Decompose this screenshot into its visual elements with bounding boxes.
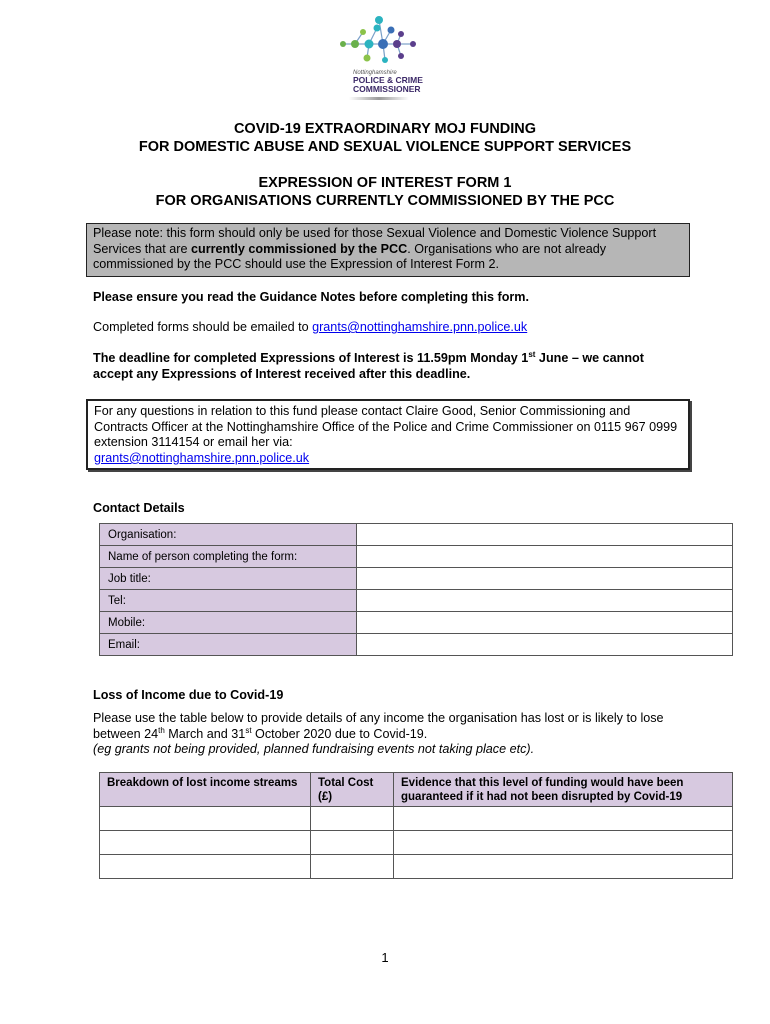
table-row	[100, 524, 733, 546]
page-number: 1	[381, 950, 389, 965]
table-row	[100, 634, 733, 656]
document-subtitle	[0, 174, 770, 210]
table-cell[interactable]	[394, 855, 733, 879]
questions-text: For any questions in relation to this fund please contact Claire Good, Senior Commissioning and Contracts Officer at the Nottinghamshire Office of the Police and Crime Commissioner on 0115 967 0999 extension 3114154 or email her via:	[94, 404, 678, 450]
email-instruction-text: Completed forms should be emailed to	[93, 320, 313, 334]
contact-label: Organisation:	[100, 524, 357, 546]
table-cell[interactable]	[311, 855, 394, 879]
table-cell[interactable]	[100, 831, 311, 855]
note-text-1: Please note: this form should only be used for those Sexual Violence and Domestic Violence Support Services that are	[93, 226, 657, 256]
contact-input-name[interactable]	[357, 546, 733, 568]
lost-income-table	[99, 772, 733, 879]
table-row	[100, 855, 733, 879]
grants-email-link[interactable]: grants@nottinghamshire.pnn.police.uk	[312, 320, 528, 334]
title-line-1: COVID-19 EXTRAORDINARY MOJ FUNDING	[233, 121, 537, 137]
deadline-text-1: The deadline for completed Expressions of Interest is 11.59pm Monday 1	[93, 351, 529, 365]
contact-label: Tel:	[100, 590, 357, 612]
table-row	[100, 568, 733, 590]
contact-heading: Contact Details	[93, 501, 185, 515]
note-text-2: . Organisations who are not already commissioned by the PCC should use the Expression of Interest Form 2.	[93, 241, 607, 272]
deadline-text	[93, 351, 683, 382]
network-dots-icon	[335, 14, 425, 74]
column-header: Breakdown of lost income streams	[100, 773, 311, 807]
column-header: Evidence that this level of funding would have been guaranteed if it had not been disrupted by Covid-19	[394, 773, 733, 807]
logo-underline	[349, 97, 409, 100]
note-box	[86, 223, 690, 277]
contact-label: Email:	[100, 634, 357, 656]
guidance-text: Please ensure you read the Guidance Notes before completing this form.	[93, 290, 529, 304]
email-instruction	[93, 320, 683, 336]
logo-line-2: COMMISSIONER	[353, 84, 421, 94]
contact-input-job-title[interactable]	[357, 568, 733, 590]
loss-intro-c: October 2020 due to Covid-19.	[251, 726, 428, 741]
contact-label: Mobile:	[100, 612, 357, 634]
loss-intro-a: Please use the table below to provide details of any income the organisation has lost or is likely to lose between 24	[93, 711, 664, 741]
logo-small-text: Nottinghamshire	[353, 70, 397, 76]
loss-intro	[93, 711, 673, 758]
table-cell[interactable]	[311, 807, 394, 831]
table-cell[interactable]	[394, 831, 733, 855]
contact-input-tel[interactable]	[357, 590, 733, 612]
contact-label: Name of person completing the form:	[100, 546, 357, 568]
table-cell[interactable]	[311, 831, 394, 855]
table-cell[interactable]	[394, 807, 733, 831]
table-row	[100, 807, 733, 831]
table-cell[interactable]	[100, 855, 311, 879]
contact-input-email[interactable]	[357, 634, 733, 656]
deadline-sup: st	[528, 349, 536, 359]
deadline-text-2: June – we cannot accept any Expressions of Interest received after this deadline.	[93, 351, 644, 381]
document-title	[0, 120, 770, 156]
contact-details-table	[99, 523, 733, 656]
questions-email-link[interactable]: grants@nottinghamshire.pnn.police.uk	[94, 450, 310, 465]
contact-input-organisation[interactable]	[357, 524, 733, 546]
loss-intro-italic: (eg grants not being provided, planned fundraising events not taking place etc).	[93, 742, 535, 757]
contact-label: Job title:	[100, 568, 357, 590]
title-line-2: FOR DOMESTIC ABUSE AND SEXUAL VIOLENCE SUPPORT SERVICES	[138, 139, 632, 155]
loss-heading: Loss of Income due to Covid-19	[93, 688, 284, 702]
loss-sup-2: st	[245, 725, 252, 735]
note-text-bold: currently commissioned by the PCC	[191, 241, 408, 256]
subtitle-line-1: EXPRESSION OF INTEREST FORM 1	[258, 175, 512, 191]
table-cell[interactable]	[100, 807, 311, 831]
table-row	[100, 612, 733, 634]
subtitle-line-2: FOR ORGANISATIONS CURRENTLY COMMISSIONED BY THE PCC	[155, 193, 615, 209]
loss-sup-1: th	[158, 725, 165, 735]
table-row	[100, 831, 733, 855]
column-header: Total Cost (£)	[311, 773, 394, 807]
table-row	[100, 590, 733, 612]
questions-box	[86, 399, 690, 470]
logo-line-1: POLICE & CRIME	[353, 75, 423, 85]
table-row	[100, 546, 733, 568]
pcc-logo	[335, 14, 425, 106]
loss-intro-b: March and 31	[164, 726, 246, 741]
table-header-row	[100, 773, 733, 807]
contact-input-mobile[interactable]	[357, 612, 733, 634]
